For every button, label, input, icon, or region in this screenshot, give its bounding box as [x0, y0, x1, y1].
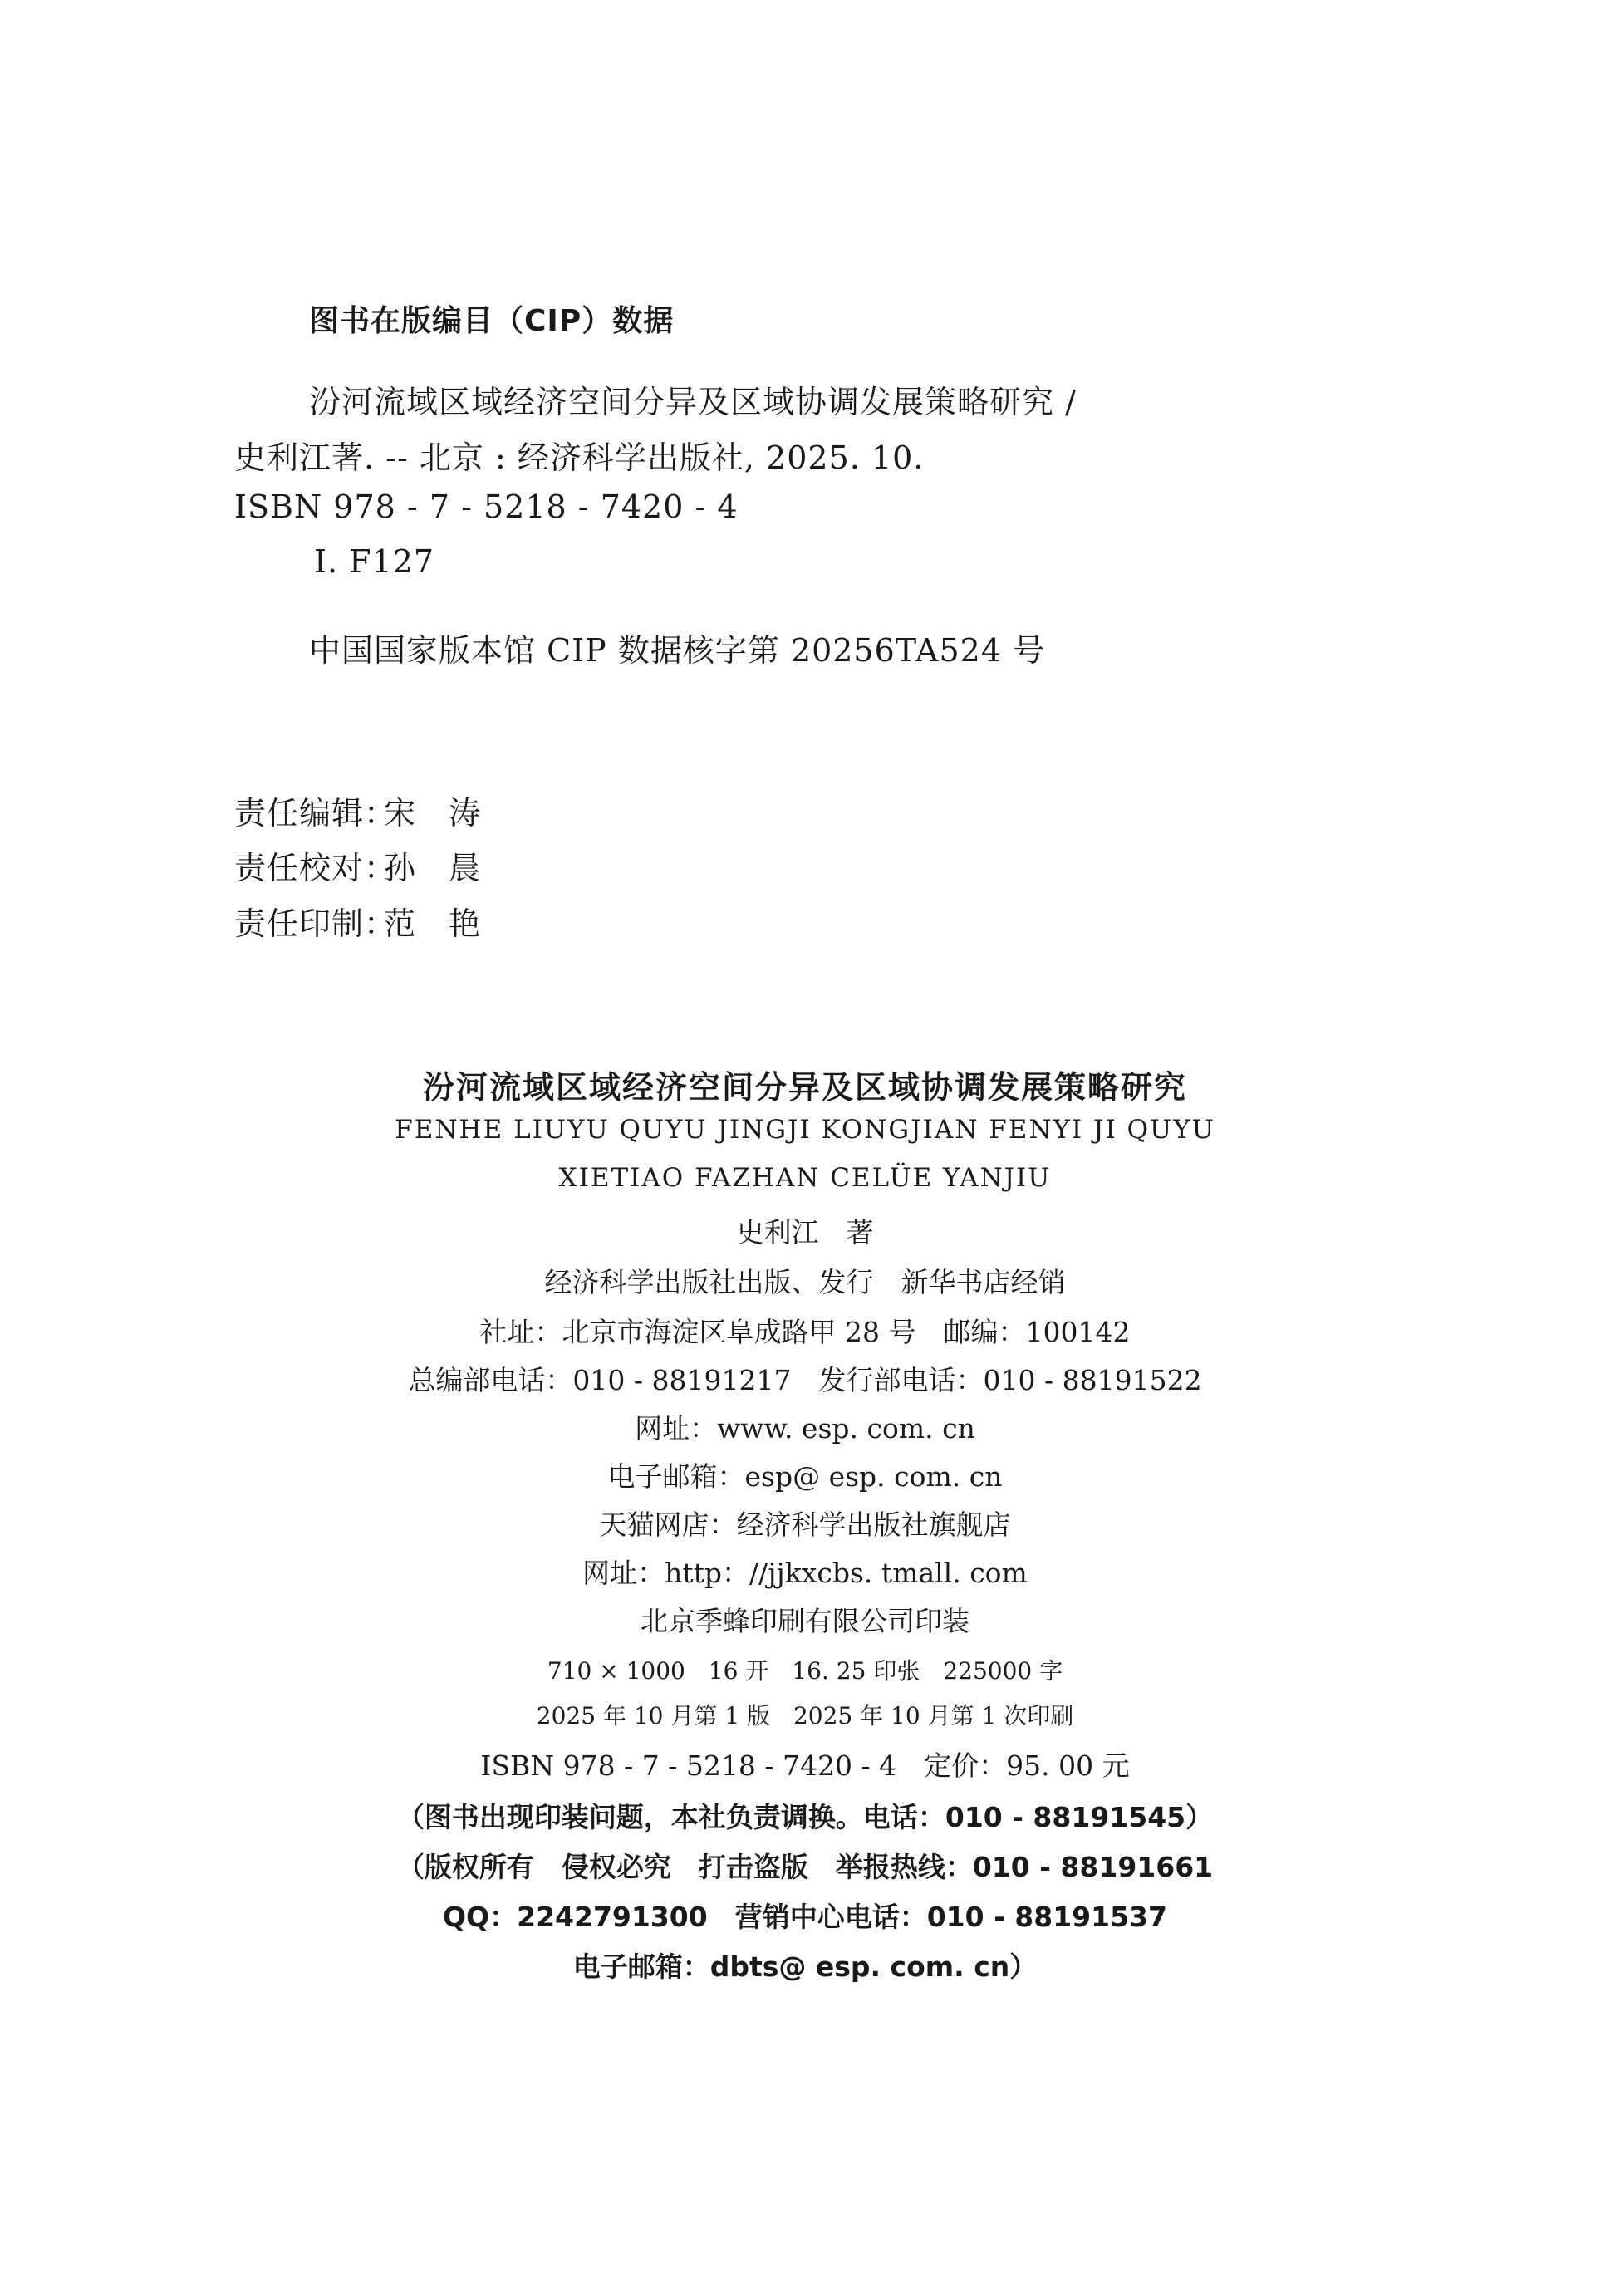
tmall-website: 网址：http：//jjkxcbs. tmall. com: [582, 1557, 1028, 1589]
publisher-website: 网址：www. esp. com. cn: [635, 1412, 975, 1445]
book-title: 汾河流域区域经济空间分异及区域协调发展策略研究: [422, 1069, 1187, 1106]
contact-notice: QQ：2242791300 营销中心电话：010 - 88191537: [443, 1901, 1167, 1933]
publisher-line: 经济科学出版社出版、发行 新华书店经销: [544, 1266, 1066, 1298]
publisher-address: 社址：北京市海淀区阜成路甲 28 号 邮编：100142: [479, 1316, 1131, 1348]
cip-heading: 图书在版编目（CIP）数据: [309, 304, 675, 338]
printer: 北京季蜂印刷有限公司印装: [641, 1605, 969, 1637]
book-title-pinyin-1: FENHE LIUYU QUYU JINGJI KONGJIAN FENYI JI QUYU: [395, 1115, 1215, 1145]
cip-author-publisher-line: 史利江著. -- 北京 : 经济科学出版社, 2025. 10.: [234, 439, 925, 476]
isbn-price: ISBN 978 - 7 - 5218 - 7420 - 4 定价：95. 00 元: [480, 1749, 1130, 1782]
responsibility-role: 责任印制：: [234, 905, 397, 942]
responsibility-role: 责任校对：: [234, 850, 397, 886]
book-author: 史利江 著: [736, 1216, 874, 1249]
publisher-email: 电子邮箱：esp@ esp. com. cn: [607, 1460, 1003, 1493]
cip-classification-line: Ⅰ. F127: [314, 543, 435, 580]
responsibility-name: 宋 涛: [384, 795, 482, 832]
responsibility-name: 范 艳: [384, 905, 482, 942]
cip-isbn-line: ISBN 978 - 7 - 5218 - 7420 - 4: [234, 488, 739, 525]
responsible-editor: [234, 787, 481, 833]
responsible-printing: [234, 898, 481, 944]
publisher-phones: 总编部电话：010 - 88191217 发行部电话：010 - 88191522: [408, 1364, 1202, 1396]
responsible-proofreader: [234, 842, 481, 888]
copyright-notice: （版权所有 侵权必究 打击盗版 举报热线：010 - 88191661: [396, 1851, 1214, 1883]
book-title-pinyin-2: XIETIAO FAZHAN CELÜE YANJIU: [558, 1163, 1052, 1193]
contact-email-notice: 电子邮箱：dbts@ esp. com. cn）: [572, 1950, 1038, 1983]
book-specs: 710 × 1000 16 开 16. 25 印张 225000 字: [547, 1657, 1063, 1685]
edition-info: 2025 年 10 月第 1 版 2025 年 10 月第 1 次印刷: [536, 1702, 1074, 1729]
tmall-store: 天猫网店：经济科学出版社旗舰店: [599, 1509, 1011, 1541]
cip-title-line: 汾河流域区域经济空间分异及区域协调发展策略研究 /: [309, 384, 1077, 420]
responsibility-role: 责任编辑：: [234, 795, 397, 832]
quality-notice: （图书出现印装问题，本社负责调换。电话：010 - 88191545）: [396, 1801, 1214, 1833]
cip-record-number-line: 中国国家版本馆 CIP 数据核字第 20256TA524 号: [309, 632, 1046, 669]
responsibility-name: 孙 晨: [384, 850, 482, 886]
